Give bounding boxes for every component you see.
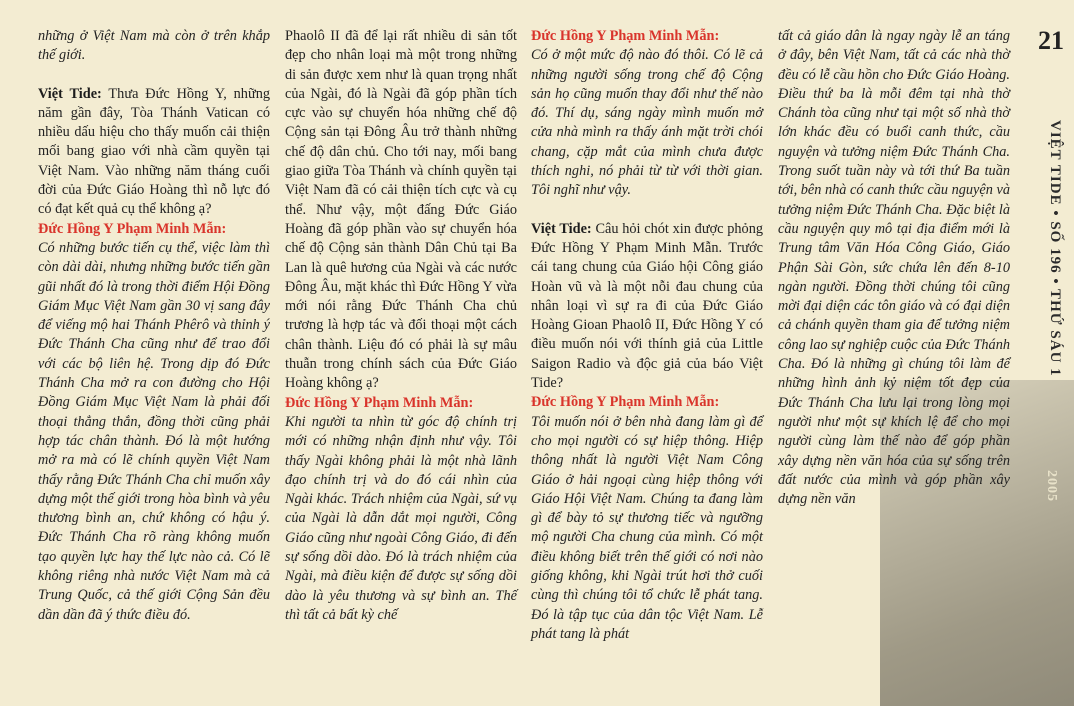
question-label: Việt Tide: [38,85,102,102]
answer-paragraph: Có ở một mức độ nào đó thôi. Có lẽ cả những người sống trong chế độ Cộng sản họ cũng muốn thay đổi như thế nào đó. Thí dụ, sáng ngày mình muốn mở cửa nhà mình ra thấy ánh mặt trời chói chang, cặp mắt của mình chưa được thích nghi, nó phải từ từ với thời gian. Tôi nghĩ như vậy. [531,47,763,199]
speaker-heading: Đức Hồng Y Phạm Minh Mẫn: [38,220,227,237]
answer-paragraph: Có những bước tiến cụ thể, việc làm thì còn dài dài, nhưng những bước tiến gần gũi nhất đó là trong thời điểm Hội Đồng Giám Mục Việt Nam gần 30 vị sang đây để viếng mộ hai Thánh Phêrô và thỉnh ý Đức Thánh Cha cũng như để trao đổi với các bộ liên hệ. Trong dịp đó Đức Thánh Cha mở ra con đường cho Hội Đồng Giám Mục Việt Nam là phải đối thoại thẳng thắn, đồng thời cũng phải hợp tác chân thành. Đó là một hướng mở ra mà có lẽ chính quyền Việt Nam thấy rằng Đức Thánh Cha chỉ muốn xây dựng một thế giới trong hòa bình và yêu thương bình an, chứ không có hậu ý. Đức Thánh Cha rõ ràng không muốn tạo quyền lực hay thế lực nào cả. Có lẽ không riêng nhà nước Việt Nam mà cả Trung Quốc, cả thế giới Cộng Sản đều dần dần đã ý thức điều đó. [38,239,270,623]
column-1 [38,27,270,625]
answer-paragraph: Tôi muốn nói ở bên nhà đang làm gì để cho mọi người có sự hiệp thông. Hiệp thông nhất là người Việt Nam Công Giáo ở hải ngoại cùng hiệp thông với Giáo Hội Việt Nam. Chúng ta đang làm gì để bày tỏ sự thương tiếc và ngưỡng mộ người Cha chung của mình. Có một điều không biết trên thế giới có nơi nào giống không, khi Ngài trút hơi thở cuối cùng thì chúng tôi tổ chức lễ phát tang. Đó là tập tục của dân tộc Việt Nam. Lễ phát tang là phát [531,413,763,642]
paragraph-spacer [38,66,270,85]
body-paragraph: Phaolô II đã để lại rất nhiều di sản tốt đẹp cho nhân loại mà một trong những di sản được xem như là quan trọng nhất của Ngài, đó là Ngài đã góp phần tích cực vào sự chuyển hóa những chế độ Cộng sản tại Đông Âu trở thành những chế độ dân chủ. Cho tới nay, mối bang giao giữa Tòa Thánh và chính quyền tại Việt Nam đã có cải thiện tích cực và cụ thể. Như vậy, một đấng Đức Giáo Hoàng đã góp phần vào sự chuyển hóa chế độ Cộng sản thành Dân Chủ tại Ba Lan là quê hương của Ngài và các nước Đông Âu, mặt khác thì Đức Hồng Y vừa mới nói rằng Đức Thánh Cha chủ trương là hợp tác và đối thoại một cách chân thành. Liệu đó có phải là sự mâu thuẫn trong chính sách của Đức Giáo Hoàng không ạ? [285,28,517,392]
answer-paragraph: tất cả giáo dân là ngay ngày lễ an táng ở đây, bên Việt Nam, tất cả các nhà thờ đều có lễ cầu hồn cho Đức Giáo Hoàng. Điều thứ ba là mỗi đêm tại nhà thờ Chánh tòa cũng như tại một số nhà thờ lớn khác đều có buổi canh thức, cầu nguyện và tưởng niệm Đức Thánh Cha. Trong suốt tuần này và tới thứ Ba tuần tới, bên nhà có canh thức cầu nguyện và tưởng niệm Đức Thánh Cha. Đặc biệt là cầu nguyện quy mô tại địa điểm mới là Trung tâm Văn Hóa Công Giáo, Giáo Phận Sài Gòn, sức chứa lên đến 8-10 ngàn người. Đồng thời chúng tôi cũng mời đại diện các tôn giáo và có đại diện cả chánh quyền tham gia để tưởng niệm công lao sự nghiệp cuộc của Đức Thánh Cha. Đó là những gì chúng tôi làm để những hình ảnh kỷ niệm tốt đẹp của Đức Thánh Cha lưu lại trong lòng mọi người như một sự khích lệ để cho mọi người cùng làm thế nào để góp phần xây dựng nền văn hóa của sự sống trên đất nước của mình và góp phần xây dựng nền văn [778,28,1010,508]
sidebar-masthead: VIỆT TIDE • SỐ 196 • THỨ SÁU 1 [1047,120,1063,377]
question-paragraph [38,85,270,220]
paragraph-spacer [531,201,763,220]
speaker-heading: Đức Hồng Y Phạm Minh Mẫn: [531,394,720,411]
answer-paragraph: Khi người ta nhìn từ góc độ chính trị mới có những nhận định như vậy. Tôi thấy Ngài không phải là một nhà lãnh đạo chính trị và do đó cái nhìn của Ngài khác. Trách nhiệm của Ngài, sứ vụ của Ngài là dẫn dắt mọi người, Công Giáo cũng như ngoài Công Giáo, đi đến sự sống dồi dào. Đó là trách nhiệm của Ngài, mà điều kiện để được sự sống dồi dào là yêu thương và sự bình an. Thế thì tất cả bất kỳ chế [285,413,517,623]
column-4 [778,27,1010,509]
question-text: Câu hỏi chót xin được phỏng Đức Hồng Y Phạm Minh Mẫn. Trước cái tang chung của Giáo hội Công giáo Hoàn vũ và là một nỗi đau chung của nhân loại vì sự ra đi của Đức Giáo Hoàng Gioan Phaolô II, Đức Hồng Y có điều muốn nói với thính giả của Little Saigon Radio và độc giả của báo Việt Tide? [531,220,763,392]
speaker-heading: Đức Hồng Y Phạm Minh Mẫn: [531,28,720,44]
page-number: 21 [1038,26,1064,55]
answer-paragraph: những ở Việt Nam mà còn ở trên khắp thế giới. [38,28,270,64]
column-3 [531,27,763,644]
photo-date: 2005 [1044,470,1059,502]
speaker-heading: Đức Hồng Y Phạm Minh Mẫn: [285,394,474,411]
question-label: Việt Tide: [531,220,592,237]
question-paragraph [531,220,763,394]
question-text: Thưa Đức Hồng Y, những năm gần đây, Tòa Thánh Vatican có nhiều dấu hiệu cho thấy muốn cải thiện mối bang giao với nhà cầm quyền tại Việt Nam. Vào những năm tháng cuối đời của Đức Giáo Hoàng thì nỗ lực đó có đạt kết quả cụ thể không ạ? [38,85,270,218]
column-2 [285,27,517,625]
